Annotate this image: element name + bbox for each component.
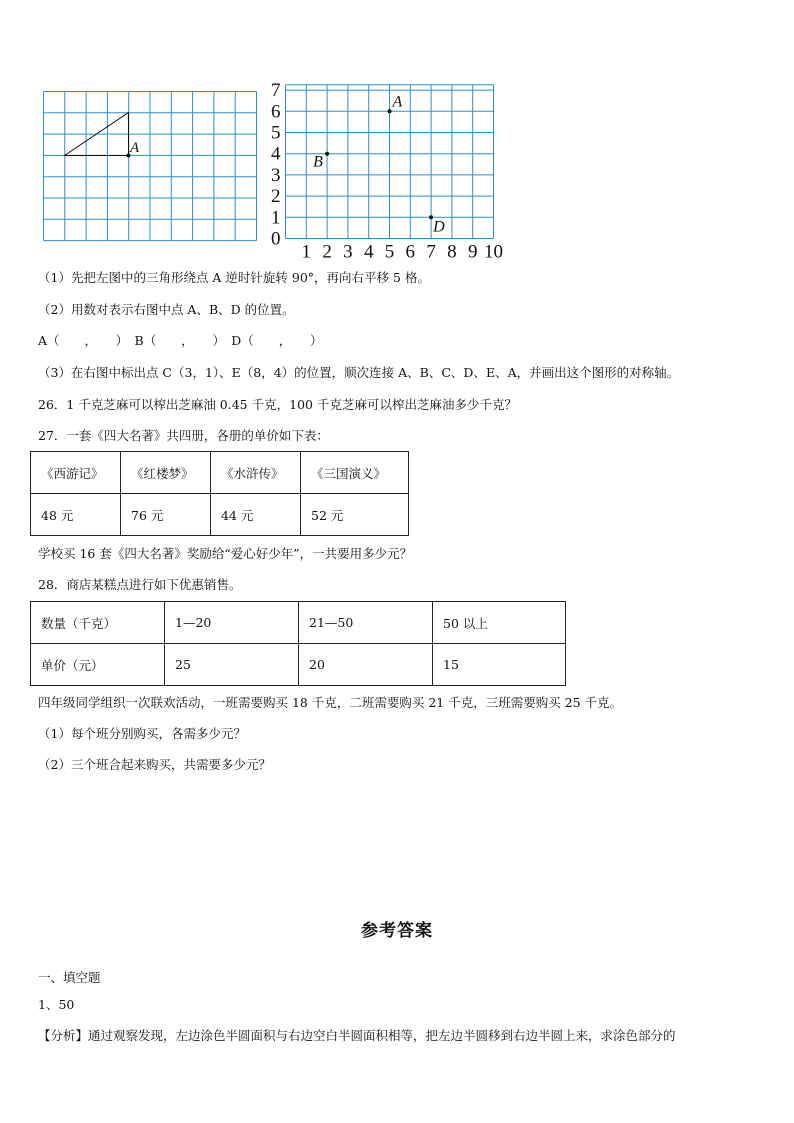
table-cell: 15 xyxy=(433,644,566,686)
q27-question: 学校买 16 套《四大名著》奖励给“爱心好少年”，一共要用多少元？ xyxy=(38,546,413,561)
answers-title: 参考答案 xyxy=(361,921,433,941)
q25-part2: （2）用数对表示右图中点 A、B、D 的位置。 xyxy=(38,302,295,317)
q27-stem: 27．一套《四大名著》共四册，各册的单价如下表： xyxy=(38,428,329,443)
x-tick-label: 5 xyxy=(384,241,395,260)
q26-text: 26．1 千克芝麻可以榨出芝麻油 0.45 千克，100 千克芝麻可以榨出芝麻油多少千克？ xyxy=(38,397,517,412)
point-d-label: D xyxy=(433,218,445,236)
analysis-line xyxy=(38,1028,676,1044)
x-tick-label: 4 xyxy=(363,241,374,260)
q28-price-table xyxy=(30,601,566,686)
table-cell: 48 元 xyxy=(31,494,121,536)
table-cell: 《三国演义》 xyxy=(301,452,409,494)
table-cell: 数量（千克） xyxy=(31,602,165,644)
y-tick-label: 7 xyxy=(271,80,281,102)
q27-price-table xyxy=(30,451,409,536)
x-tick-label: 10 xyxy=(484,241,503,260)
q28-context: 四年级同学组织一次联欢活动，一班需要购买 18 千克，二班需要购买 21 千克，三班需要购买 25 千克。 xyxy=(38,695,623,710)
point-b-dot xyxy=(325,152,329,156)
y-tick-label: 2 xyxy=(271,186,281,208)
y-tick-label: 0 xyxy=(271,228,281,250)
point-a-label: A xyxy=(392,93,403,111)
y-tick-label: 3 xyxy=(271,164,281,186)
table-cell: 21—50 xyxy=(299,602,433,644)
coordinate-grid-figure xyxy=(265,78,515,260)
y-axis-tick-labels xyxy=(271,80,281,249)
left-grid-lines xyxy=(44,92,257,241)
answers-section-heading: 一、填空题 xyxy=(38,970,101,985)
table-cell: 《水浒传》 xyxy=(211,452,301,494)
plotted-points xyxy=(313,93,445,235)
table-cell: 25 xyxy=(165,644,299,686)
table-cell: 44 元 xyxy=(211,494,301,536)
q25-part1: （1）先把左图中的三角形绕点 A 逆时针旋转 90°，再向右平移 5 格。 xyxy=(38,270,430,285)
q25-part3: （3）在右图中标出点 C（3，1）、E（8，4）的位置，顺次连接 A、B、C、D、E、A，并画出这个图形的对称轴。 xyxy=(38,365,680,380)
q28-stem: 28．商店某糕点进行如下优惠销售。 xyxy=(38,577,242,592)
x-tick-label: 7 xyxy=(426,241,436,260)
x-axis-tick-labels xyxy=(302,242,503,261)
x-tick-label: 6 xyxy=(405,241,416,260)
q28-sub1: （1）每个班分别购买，各需多少元？ xyxy=(38,726,246,741)
left-grid-figure xyxy=(40,88,262,246)
point-a-dot xyxy=(388,109,392,113)
y-tick-label: 5 xyxy=(271,122,281,144)
q25-fill-blanks: A（ ， ） B（ ， ） D（ ， ） xyxy=(38,333,323,348)
y-tick-label: 6 xyxy=(271,101,281,123)
x-tick-label: 8 xyxy=(447,241,457,260)
table-cell: 20 xyxy=(299,644,433,686)
analysis-tag: 【分析】 xyxy=(38,1028,89,1043)
table-cell: 单价（元） xyxy=(31,644,165,686)
answer-item-1: 1、50 xyxy=(38,997,75,1012)
analysis-text: 通过观察发现，左边涂色半圆面积与右边空白半圆面积相等，把左边半圆移到右边半圆上来，求涂色部分的 xyxy=(88,1028,676,1043)
table-cell: 50 以上 xyxy=(433,602,566,644)
table-cell: 《红楼梦》 xyxy=(121,452,211,494)
point-b-label: B xyxy=(313,153,323,171)
x-tick-label: 3 xyxy=(343,241,353,260)
left-grid-point-label: A xyxy=(130,140,140,156)
x-tick-label: 9 xyxy=(467,241,478,260)
x-tick-label: 2 xyxy=(322,241,332,260)
y-tick-label: 4 xyxy=(271,143,281,165)
table-cell: 52 元 xyxy=(301,494,409,536)
x-tick-label: 1 xyxy=(301,241,312,260)
table-cell: 《西游记》 xyxy=(31,452,121,494)
table-cell: 76 元 xyxy=(121,494,211,536)
q28-sub2: （2）三个班合起来购买，共需要多少元？ xyxy=(38,757,271,772)
table-cell: 1—20 xyxy=(165,602,299,644)
y-tick-label: 1 xyxy=(271,207,281,229)
